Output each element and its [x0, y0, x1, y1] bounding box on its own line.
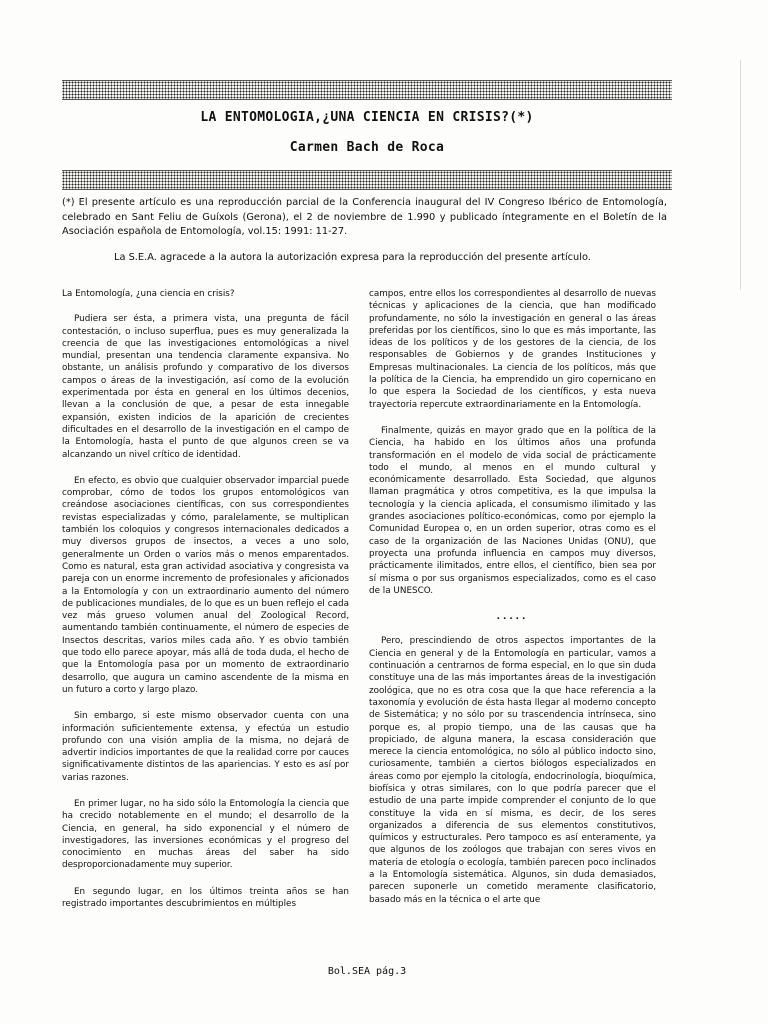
page-footer: Bol.SEA pág.3 [327, 966, 407, 977]
acknowledgement-text: La S.E.A. agracede a la autora la autorización expresa para la reproducción del presente artículo. [114, 251, 591, 263]
paragraph: campos, entre ellos los correspondientes al desarrollo de nuevas técnicas y aplicaciones de la ciencia, que han modificado profundamente, no sólo la investigación en general o las áreas preferidas por los científicos, sino lo que es más importante, las ideas de los políticos y de los gestores de la ciencia, de los responsables de Gobiernos y de grandes Instituciones y Empresas multinacionales. La ciencia de los políticos, más que la política de la Ciencia, ha emprendido un giro copernicano en lo que espera la Sociedad de los científicos, y esta nueva trayectoria repercute extraordinariamente en la Entomología. [369, 289, 656, 410]
paragraph: En primer lugar, no ha sido sólo la Entomología la ciencia que ha crecido notablemente en el mundo; el desarrollo de la Ciencia, en general, ha sido exponencial y el número de investigadores, las inversiones económicas y el progreso del conocimiento en muchas áreas del saber ha sido desproporcionadamente muy superior. [62, 798, 349, 871]
paragraph: Finalmente, quizás en mayor grado que en la política de la Ciencia, ha habido en los últimos años una profunda transformación en el modelo de vida social de prácticamente todo el mundo, al menos en el mundo cultural y económicamente desarrollado. Esta Sociedad, que algunos llaman pragmática y otros competitiva, es la que impulsa la tecnología y la ciencia aplicada, el consumismo ilimitado y las grandes asociaciones político-económicas, como por ejemplo la Comunidad Europea o, en un orden superior, otras como es el caso de la organización de las Naciones Unidas (ONU), que proyecta una profunda influencia en campos muy diversos, prácticamente ilimitados, entre ellos, el científico, bien sea por sí misma o por sus organismos especializados, como es el caso de la UNESCO. [369, 425, 656, 596]
note-text: (*) El presente artículo es una reproducción parcial de la Conferencia inaugural del IV Congreso Ibérico de Entomología, celebrado en Sant Feliu de Guíxols (Gerona), el 2 de noviembre de 1.990 y publicado íntegramente en el Boletín de la Asociación española de Entomología, vol.15: 1991: 11-27. [62, 197, 667, 237]
article-author: Carmen Bach de Roca [289, 140, 445, 155]
paragraph: En efecto, es obvio que cualquier observador imparcial puede comprobar, cómo de todos los grupos entomológicos van creándose asociaciones científicas, con sus correspondientes revistas especializadas y cómo, paralelamente, se multiplican también los coloquios y congresos internacionales dedicados a muy diversos grupos de insectos, a veces a uno solo, generalmente un Orden o varios más o menos emparentados. Como es natural, esta gran actividad asociativa y congresista va pareja con un enorme incremento de profesionales y aficionados a la Entomología y con un extraordinario aumento del número de publicaciones mundiales, de lo que es un buen reflejo el cada vez más grueso volumen anual del Zoological Record, aumentando también continuamente, el número de especies de Insectos descritas, varios miles cada año. Y es obvio también que todo ello parece apoyar, más allá de toda duda, el hecho de que la Entomología pasa por un momento de extraordinario desarrollo, que augura un camino ascendente de la misma en un futuro a corto y largo plazo. [62, 475, 349, 695]
paragraph: Pudiera ser ésta, a primera vista, una pregunta de fácil contestación, o incluso superflua, pues es muy generalizada la creencia de que las investigaciones entomológicas a nivel mundial, presentan una tendencia claramente expansiva. No obstante, un análisis profundo y comparativo de los diversos campos o áreas de la investigación, así como de la evolución experimentada por ésta en general en los últimos decenios, llevan a la conclusión de que, a pesar de esta innegable expansión, existen indicios de la aparición de crecientes dificultades en el desarrollo de la investigación en el campo de la Entomología, hasta el punto de que algunos creen se va alcanzando un nivel crítico de identidad. [62, 314, 349, 460]
section-heading: La Entomología, ¿una ciencia en crisis? [62, 289, 235, 299]
editorial-note [62, 196, 667, 265]
paragraph: Sin embargo, si este mismo observador cuenta con una información suficientemente extensa, y efectúa un estudio profundo con una visión amplia de la misma, no dejará de advertir indicios importantes de que la realidad corre por cauces significativamente distintos de las apariencias. Y esto es así por varias razones. [62, 711, 349, 783]
scan-edge-line [740, 60, 741, 290]
section-separator: ..... [496, 612, 529, 623]
paragraph: Pero, prescindiendo de otros aspectos importantes de la Ciencia en general y de la Entomología en particular, vamos a continuación a centrarnos de forma especial, en lo que sin duda constituye una de las más importantes áreas de la investigación zoológica, que no es otra cosa que la que hace referencia a la taxonomía y evolución de ésta hasta llegar al moderno concepto de Sistemática; y no sólo por su trascendencia intrínseca, sino porque es, al propio tiempo, una de las causas que ha propiciado, de alguna manera, la escasa consideración que merece la ciencia entomológica, no sólo al público indocto sino, curiosamente, también a ciertos biólogos especializados en áreas como por ejemplo la citología, endocrinología, bioquímica, biofísica y otras similares, con lo que podría parecer que el estudio de una parte impide comprender el conjunto de lo que constituye la vida en sí misma, es decir, de los seres organizados a diferencia de sus elementos constitutivos, químicos y estructurales. Pero tampoco es así enteramente, ya que algunos de los zoólogos que trabajan con seres vivos en materia de etología o ecología, también parecen poco inclinados a la Entomología sistemática. Algunos, sin duda demasiados, parecen suponerle un cometido meramente clasificatorio, basado más en la técnica o el arte que [369, 636, 656, 905]
article-title: LA ENTOMOLOGIA,¿UNA CIENCIA EN CRISIS?(*) [200, 110, 534, 125]
bottom-halftone-band [62, 170, 672, 190]
right-column [369, 288, 656, 920]
top-halftone-band [62, 80, 672, 100]
paragraph: En segundo lugar, en los últimos treinta años se han registrado importantes descubrimientos en múltiples [62, 886, 349, 910]
left-column [62, 288, 349, 924]
